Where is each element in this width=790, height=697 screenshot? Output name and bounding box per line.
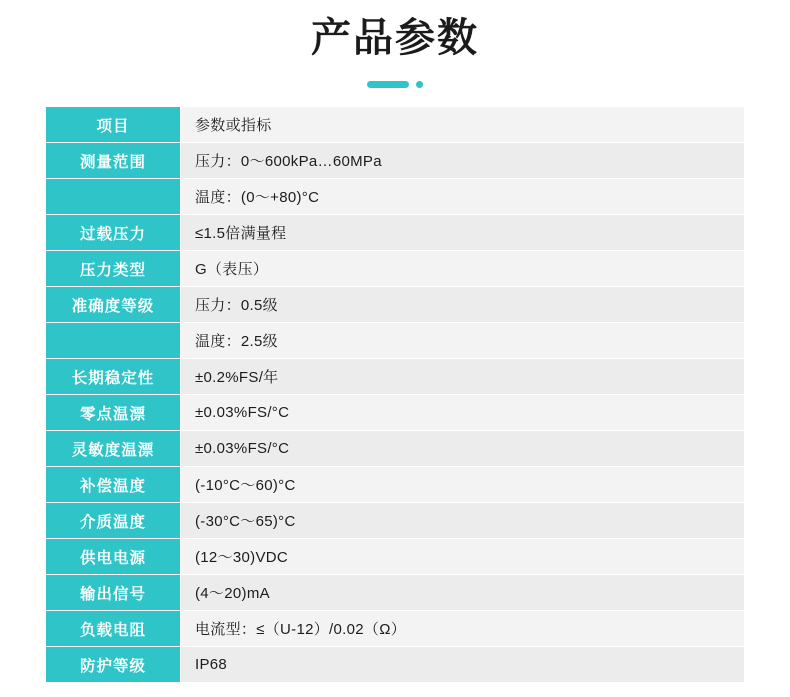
row-value: (-30°C～65)°C xyxy=(181,503,745,539)
row-value: 压力：0.5级 xyxy=(181,287,745,323)
row-label: 长期稳定性 xyxy=(46,359,181,395)
row-value: ±0.03%FS/°C xyxy=(181,431,745,467)
row-label: 灵敏度温漂 xyxy=(46,431,181,467)
divider-bar-icon xyxy=(367,81,409,88)
table-row xyxy=(46,503,745,539)
row-label: 输出信号 xyxy=(46,575,181,611)
table-row xyxy=(46,395,745,431)
title-divider xyxy=(0,78,790,90)
table-row xyxy=(46,575,745,611)
table-row xyxy=(46,647,745,683)
row-value: 电流型：≤（U-12）/0.02（Ω） xyxy=(181,611,745,647)
table-row xyxy=(46,143,745,179)
table-row xyxy=(46,107,745,143)
row-value: 压力：0～600kPa…60MPa xyxy=(181,143,745,179)
row-label: 补偿温度 xyxy=(46,467,181,503)
row-value: ±0.2%FS/年 xyxy=(181,359,745,395)
table-row xyxy=(46,467,745,503)
table-row xyxy=(46,539,745,575)
row-label: 项目 xyxy=(46,107,181,143)
row-label: 准确度等级 xyxy=(46,287,181,323)
row-value: (-10°C～60)°C xyxy=(181,467,745,503)
row-value: (12～30)VDC xyxy=(181,539,745,575)
row-value: 温度：(0～+80)°C xyxy=(181,179,745,215)
table-row xyxy=(46,179,745,215)
row-label: 防护等级 xyxy=(46,647,181,683)
row-label: 过载压力 xyxy=(46,215,181,251)
row-label: 供电电源 xyxy=(46,539,181,575)
row-value: 参数或指标 xyxy=(181,107,745,143)
table-row xyxy=(46,359,745,395)
table-row xyxy=(46,287,745,323)
row-value: IP68 xyxy=(181,647,745,683)
table-row xyxy=(46,431,745,467)
row-label: 测量范围 xyxy=(46,143,181,179)
row-label xyxy=(46,323,181,359)
row-label: 负载电阻 xyxy=(46,611,181,647)
row-value: ≤1.5倍满量程 xyxy=(181,215,745,251)
row-value: G（表压） xyxy=(181,251,745,287)
table-row xyxy=(46,323,745,359)
row-label: 零点温漂 xyxy=(46,395,181,431)
row-label xyxy=(46,179,181,215)
parameters-table xyxy=(45,106,745,683)
table-row xyxy=(46,251,745,287)
page-title: 产品参数 xyxy=(311,16,479,60)
row-value: ±0.03%FS/°C xyxy=(181,395,745,431)
row-value: 温度：2.5级 xyxy=(181,323,745,359)
divider-dot-icon xyxy=(416,81,423,88)
parameters-table-body xyxy=(46,107,745,683)
row-value: (4～20)mA xyxy=(181,575,745,611)
row-label: 介质温度 xyxy=(46,503,181,539)
table-row xyxy=(46,215,745,251)
row-label: 压力类型 xyxy=(46,251,181,287)
table-row xyxy=(46,611,745,647)
